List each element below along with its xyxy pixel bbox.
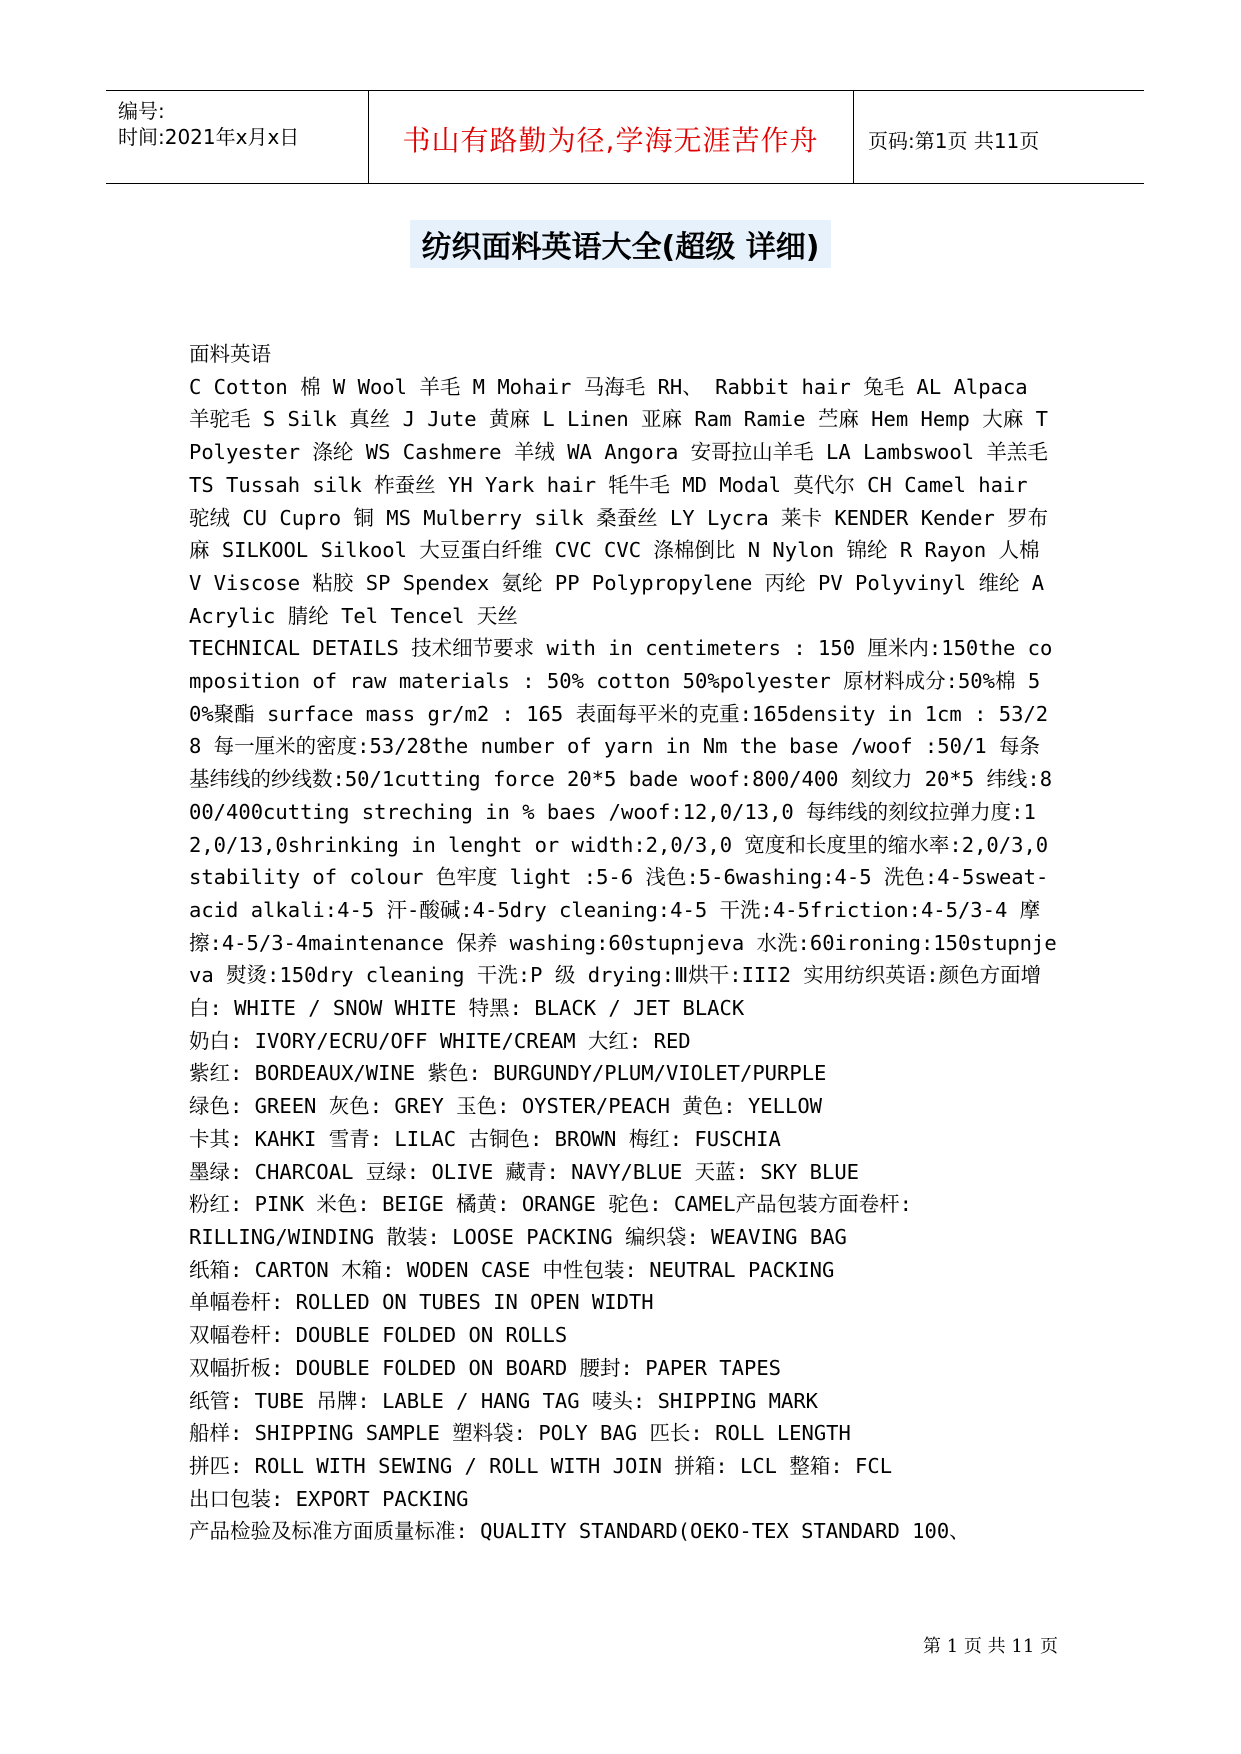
glossary-line: 粉红: PINK 米色: BEIGE 橘黄: ORANGE 驼色: CAMEL产品包装方面卷杆: [189,1192,912,1217]
glossary-line: 双幅折板: DOUBLE FOLDED ON BOARD 腰封: PAPER TAPES [189,1355,781,1380]
title-wrapper [0,220,1241,268]
document-title: 纺织面料英语大全(超级 详细) [410,220,832,268]
header-middle-cell [368,91,854,183]
technical-details-paragraph: TECHNICAL DETAILS 技术细节要求 with in centimeters : 150 厘米内:150the composition of raw materials : 50% cotton 50%polyester 原材料成分:50%棉 50%聚酯 surface mass gr/m2 : 165 表面每平米的克重:165density in 1cm : 53/28 每一厘米的密度:53/28the number of yarn in Nm the base /woof :50/1 每条基纬线的纱线数:50/1cutting force 20*5 bade woof:800/400 刻纹力 20*5 纬线:800/400cutting streching in % baes /woof:12,0/13,0 每纬线的刻纹拉弹力度:12,0/13,0shrinking in lenght or width:2,0/3,0 宽度和长度里的缩水率:2,0/3,0stability of colour 色牢度 light :5-6 浅色:5-6washing:4-5 洗色:4-5sweat- acid alkali:4-5 汗-酸碱:4-5dry cleaning:4-5 干洗:4-5friction:4-5/3-4 摩擦:4-5/3-4maintenance 保养 washing:60stupnjeva 水洗:60ironing:150stupnjeva 熨烫:150dry cleaning 干洗:P 级 drying:Ⅲ烘干:III2 实用纺织英语:颜色方面增白: WHITE / SNOW WHITE 特黑: BLACK / JET BLACK [189,636,1057,1021]
glossary-line: 出口包装: EXPORT PACKING [189,1486,469,1511]
document-body [189,338,1059,1548]
glossary-line: 双幅卷杆: DOUBLE FOLDED ON ROLLS [189,1323,568,1348]
fiber-glossary-paragraph: C Cotton 棉 W Wool 羊毛 M Mohair 马海毛 RH、 Rabbit hair 兔毛 AL Alpaca 羊驼毛 S Silk 真丝 J Jute 黄麻 L Linen 亚麻 Ram Ramie 苎麻 Hem Hemp 大麻 T Polyester 涤纶 WS Cashmere 羊绒 WA Angora 安哥拉山羊毛 LA Lambswool 羊羔毛 TS Tussah silk 柞蚕丝 YH Yark hair 牦牛毛 MD Modal 莫代尔 CH Camel hair 驼绒 CU Cupro 铜 MS Mulberry silk 桑蚕丝 LY Lycra 莱卡 KENDER Kender 罗布麻 SILKOOL Silkool 大豆蛋白纤维 CVC CVC 涤棉倒比 N Nylon 锦纶 R Rayon 人棉 V Viscose 粘胶 SP Spendex 氨纶 PP Polypropylene 丙纶 PV Polyvinyl 维纶 A Acrylic 腈纶 Tel Tencel 天丝 [189,374,1049,628]
glossary-line: 拼匹: ROLL WITH SEWING / ROLL WITH JOIN 拼箱: LCL 整箱: FCL [189,1453,893,1478]
glossary-line: RILLING/WINDING 散装: LOOSE PACKING 编织袋: WEAVING BAG [189,1224,847,1249]
header-right-cell [854,91,1144,183]
glossary-line: 单幅卷杆: ROLLED ON TUBES IN OPEN WIDTH [189,1290,654,1315]
page-header [106,90,1144,184]
page-footer: 第 1 页 共 11 页 [923,1636,1058,1657]
header-left-cell [106,91,369,183]
glossary-line: 纸管: TUBE 吊牌: LABLE / HANG TAG 唛头: SHIPPING MARK [189,1388,819,1413]
glossary-line: 船样: SHIPPING SAMPLE 塑料袋: POLY BAG 匹长: ROLL LENGTH [189,1421,851,1446]
document-time-label: 时间:2021年x月x日 [118,125,300,149]
glossary-line: 绿色: GREEN 灰色: GREY 玉色: OYSTER/PEACH 黄色: YELLOW [189,1094,822,1119]
glossary-line: 卡其: KAHKI 雪青: LILAC 古铜色: BROWN 梅红: FUSCHIA [189,1126,781,1151]
glossary-line: 奶白: IVORY/ECRU/OFF WHITE/CREAM 大红: RED [189,1028,691,1053]
glossary-line: 产品检验及标准方面质量标准: QUALITY STANDARD(OEKO-TEX STANDARD 100、 [189,1519,970,1544]
document-number-label: 编号: [118,99,165,123]
glossary-line: 紫红: BORDEAUX/WINE 紫色: BURGUNDY/PLUM/VIOLET/PURPLE [189,1061,827,1086]
glossary-line: 墨绿: CHARCOAL 豆绿: OLIVE 藏青: NAVY/BLUE 天蓝: SKY BLUE [189,1159,860,1184]
section-heading: 面料英语 [189,342,271,366]
header-page-info: 页码:第1页 共11页 [868,129,1040,153]
glossary-line: 纸箱: CARTON 木箱: WODEN CASE 中性包装: NEUTRAL PACKING [189,1257,835,1282]
header-motto: 书山有路勤为径,学海无涯苦作舟 [402,124,819,157]
